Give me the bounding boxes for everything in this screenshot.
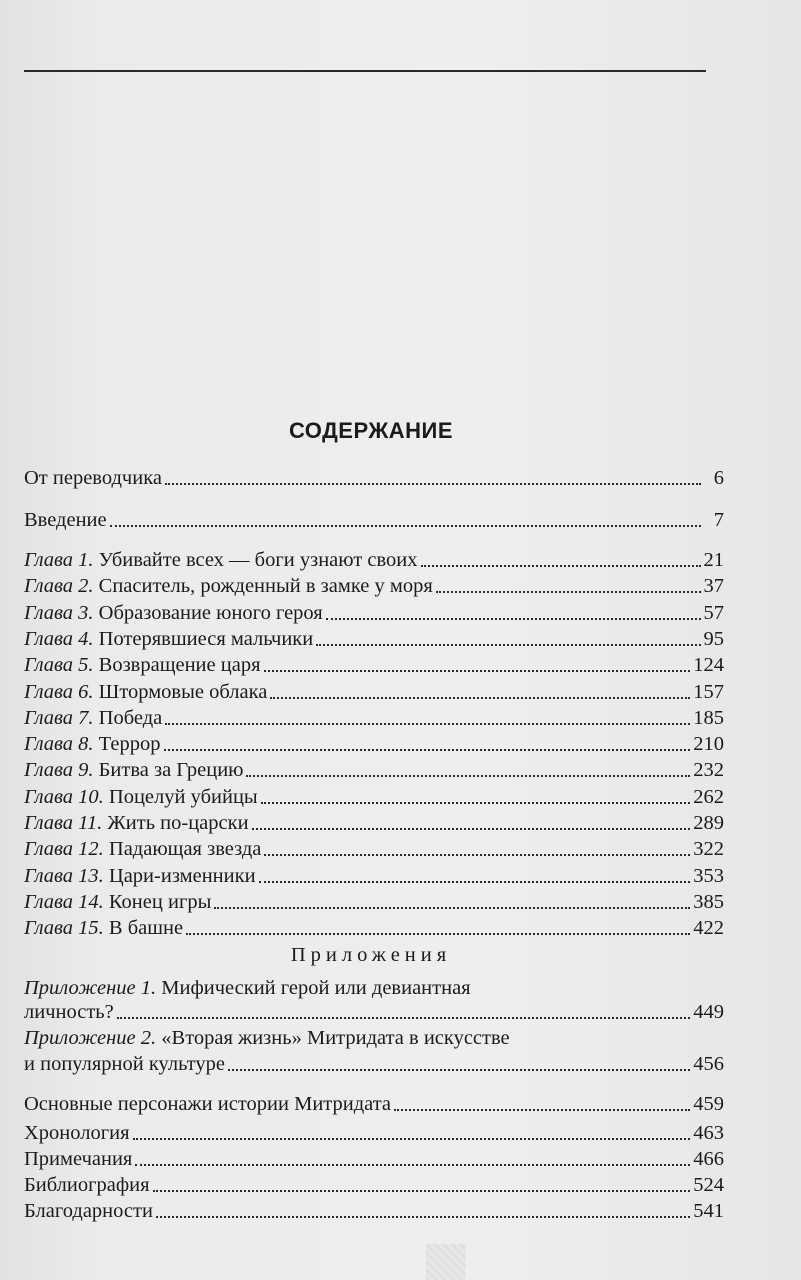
- dot-leader: [153, 1189, 691, 1192]
- dot-leader: [394, 1108, 690, 1111]
- chapter-title: Террор: [98, 733, 161, 756]
- toc-entry: [24, 1197, 724, 1223]
- toc-entry-page: 459: [693, 1093, 724, 1115]
- dot-leader: [165, 482, 701, 485]
- toc-entry-label: Благодарности: [24, 1200, 153, 1222]
- appendix-prefix: Приложение 2.: [24, 1027, 157, 1049]
- toc-entry-label: Библиография: [24, 1174, 150, 1196]
- dot-leader: [264, 669, 691, 672]
- dot-leader: [135, 1163, 690, 1166]
- toc-entry-label: Хронология: [24, 1122, 130, 1144]
- chapter-prefix: Глава: [24, 838, 74, 861]
- chapter-title: Спаситель, рожденный в замке у моря: [98, 575, 433, 598]
- chapter-prefix: Глава: [24, 706, 74, 729]
- toc-entry-page: 422: [693, 917, 724, 940]
- toc-chapter-entry: [24, 625, 724, 651]
- chapter-title: Жить по-царски: [107, 812, 249, 834]
- dot-leader: [186, 932, 690, 935]
- toc-chapter-entry: [24, 730, 724, 756]
- chapter-number: 7.: [78, 706, 94, 729]
- chapter-title: Возвращение царя: [98, 654, 261, 677]
- toc-entry-page: 449: [693, 1001, 724, 1023]
- toc-entry-page: 157: [693, 680, 724, 703]
- chapter-number: 2.: [78, 575, 94, 598]
- toc-entry-page: 541: [693, 1200, 724, 1222]
- toc-entry-page: 322: [693, 838, 724, 861]
- chapter-prefix: Глава: [24, 654, 74, 677]
- chapter-prefix: Глава: [24, 785, 74, 808]
- dot-leader: [436, 590, 701, 593]
- dot-leader: [228, 1068, 690, 1071]
- dot-leader: [110, 524, 701, 527]
- chapter-prefix: Глава: [24, 549, 74, 571]
- toc-entry-label: [24, 601, 323, 625]
- toc-entry-label: [24, 680, 267, 704]
- toc-entry-page: 466: [693, 1148, 724, 1170]
- toc-entry: [24, 1119, 724, 1145]
- toc-entry-page: 6: [713, 467, 724, 489]
- chapter-prefix: Глава: [24, 575, 74, 598]
- page-title: СОДЕРЖАНИЕ: [288, 418, 454, 443]
- toc-chapter-entry: [24, 546, 724, 572]
- toc-entry-page: 57: [703, 601, 724, 624]
- chapter-title: Убивайте всех — боги узнают своих: [98, 549, 418, 571]
- dot-leader: [270, 696, 690, 699]
- toc-entry-page: 21: [703, 549, 724, 571]
- dot-leader: [264, 853, 690, 856]
- chapter-number: 3.: [78, 601, 94, 624]
- toc-entry: [24, 1050, 724, 1076]
- toc-entry-page: 95: [703, 627, 724, 650]
- chapter-prefix: Глава: [24, 812, 74, 834]
- toc-entry-label: [24, 785, 258, 809]
- toc-chapter-entry: [24, 783, 724, 809]
- chapter-prefix: Глава: [24, 627, 74, 650]
- chapter-number: 15.: [78, 917, 104, 940]
- toc-entry-label: Основные персонажи истории Митридата: [24, 1093, 392, 1115]
- chapter-number: 11.: [78, 812, 103, 834]
- toc-chapter-entry: [24, 914, 724, 940]
- toc-entry-page: 353: [693, 864, 724, 887]
- toc-chapter-entry: [24, 651, 724, 677]
- toc-entry-label: [24, 627, 313, 651]
- toc-entry: [24, 1145, 724, 1171]
- toc-entry: [24, 998, 724, 1024]
- toc-entry-label: [24, 916, 183, 940]
- toc-entry-page: 456: [693, 1053, 724, 1075]
- dot-leader: [133, 1137, 691, 1140]
- chapter-prefix: Глава: [24, 759, 74, 782]
- dot-leader: [246, 774, 690, 777]
- appendix-prefix: Приложение 1.: [24, 977, 157, 999]
- chapter-prefix: Глава: [24, 680, 74, 703]
- toc-entry-page: 7: [713, 509, 724, 531]
- chapter-number: 10.: [78, 785, 104, 808]
- chapter-title: Штормовые облака: [98, 680, 268, 703]
- toc-chapter-entry: [24, 835, 724, 861]
- dot-leader: [164, 748, 691, 751]
- chapter-number: 13.: [78, 864, 104, 887]
- dot-leader: [421, 564, 701, 567]
- toc-entry-label: [24, 758, 243, 782]
- appendix-heading: Приложения: [290, 944, 452, 966]
- dot-leader: [156, 1215, 690, 1218]
- dot-leader: [252, 827, 691, 830]
- chapter-title: Цари-изменники: [108, 864, 256, 887]
- chapter-prefix: Глава: [24, 917, 74, 940]
- toc-chapter-entry: [24, 704, 724, 730]
- chapter-title: Потерявшиеся мальчики: [98, 627, 314, 650]
- dot-leader: [214, 906, 690, 909]
- chapter-title: Поцелуй убийцы: [108, 785, 258, 808]
- toc-entry-page: 262: [693, 785, 724, 808]
- toc-entry-label: Введение: [24, 509, 107, 531]
- toc-entry: [24, 464, 724, 490]
- toc-chapter-entry: [24, 678, 724, 704]
- toc-entry-label: От переводчика: [24, 467, 162, 489]
- dot-leader: [165, 722, 690, 725]
- toc-entry: [24, 1090, 724, 1116]
- toc-chapter-entry: [24, 756, 724, 782]
- chapter-number: 8.: [78, 733, 94, 756]
- printer-mark: [426, 1244, 466, 1280]
- chapter-title: Победа: [98, 706, 163, 729]
- chapter-number: 12.: [78, 838, 104, 861]
- chapter-title: Конец игры: [108, 890, 212, 913]
- toc-entry-label: [24, 574, 433, 598]
- toc-entry-page: 463: [693, 1122, 724, 1144]
- toc-chapter-entry: [24, 888, 724, 914]
- dot-leader: [261, 801, 691, 804]
- appendix-title: «Вторая жизнь» Митридата в искусстве: [161, 1027, 510, 1049]
- toc-entry-page: 210: [693, 733, 724, 756]
- chapter-number: 9.: [78, 759, 94, 782]
- toc-entry-page: 524: [693, 1174, 724, 1196]
- toc-entry: [24, 1171, 724, 1197]
- toc-entry-page: 37: [703, 575, 724, 598]
- toc-entry-label: [24, 653, 261, 677]
- toc-entry-label: [24, 837, 261, 861]
- chapter-title: Образование юного героя: [98, 601, 323, 624]
- toc-entry-label: [24, 864, 256, 888]
- dot-leader: [316, 643, 700, 646]
- toc-entry-page: 232: [693, 759, 724, 782]
- toc-entry-label: и популярной культуре: [24, 1053, 225, 1075]
- toc-entry: [24, 506, 724, 532]
- toc-entry-page: 289: [693, 812, 724, 834]
- appendix-2-line1: [24, 1026, 724, 1050]
- toc-entry-label: [24, 732, 161, 756]
- toc-chapter-entry: [24, 809, 724, 835]
- chapter-number: 1.: [78, 549, 94, 571]
- chapter-title: В башне: [108, 917, 184, 940]
- top-rule: [24, 70, 706, 72]
- chapter-number: 6.: [78, 680, 94, 703]
- toc-entry-label: Примечания: [24, 1148, 133, 1170]
- toc-entry-label: [24, 548, 418, 572]
- chapter-prefix: Глава: [24, 890, 74, 913]
- chapter-number: 4.: [78, 627, 94, 650]
- chapter-title: Битва за Грецию: [98, 759, 244, 782]
- appendix-title: Мифический герой или девиантная: [161, 977, 471, 999]
- dot-leader: [259, 880, 691, 883]
- appendix-1-line1: [24, 976, 724, 1000]
- toc-entry-page: 185: [693, 706, 724, 729]
- chapter-prefix: Глава: [24, 864, 74, 887]
- chapter-prefix: Глава: [24, 733, 74, 756]
- toc-chapter-entry: [24, 572, 724, 598]
- toc-entry-page: 124: [693, 654, 724, 677]
- dot-leader: [117, 1016, 691, 1019]
- chapter-prefix: Глава: [24, 601, 74, 624]
- dot-leader: [326, 617, 701, 620]
- chapter-number: 14.: [78, 890, 104, 913]
- toc-chapter-entry: [24, 599, 724, 625]
- toc-entry-page: 385: [693, 890, 724, 913]
- chapter-number: 5.: [78, 654, 94, 677]
- toc-entry-label: личность?: [24, 1001, 114, 1023]
- toc-entry-label: [24, 706, 162, 730]
- toc-entry-label: [24, 890, 211, 914]
- toc-chapter-entry: [24, 862, 724, 888]
- toc-entry-label: [24, 811, 249, 835]
- chapter-title: Падающая звезда: [108, 838, 262, 861]
